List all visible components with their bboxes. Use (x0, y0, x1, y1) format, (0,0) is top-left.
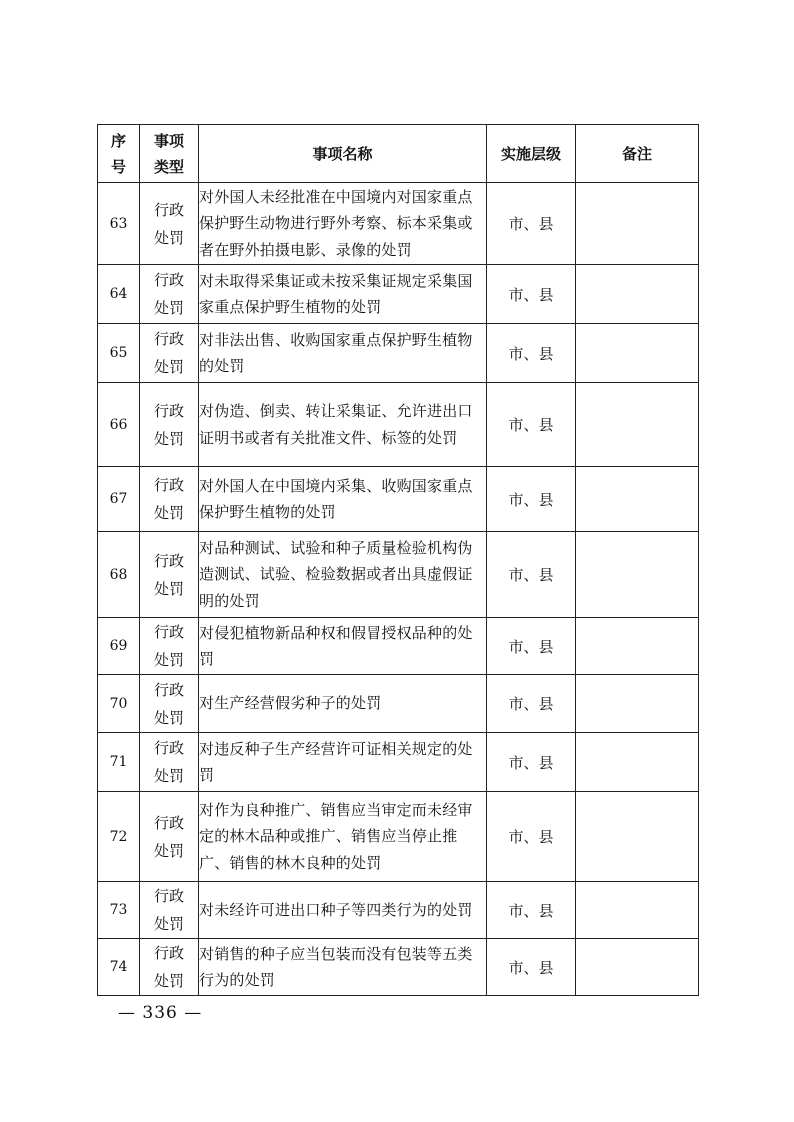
row-type-line2: 处罚 (153, 708, 184, 727)
row-number: 64 (98, 265, 140, 324)
row-type-line1: 行政 (153, 551, 184, 570)
table-row (98, 324, 699, 383)
table-row (98, 467, 699, 532)
row-note (576, 792, 699, 882)
row-type-line1: 行政 (153, 401, 184, 420)
row-item-name: 对非法出售、收购国家重点保护野生植物的处罚 (199, 324, 487, 383)
row-type (140, 882, 199, 939)
header-no (98, 125, 140, 183)
row-note (576, 882, 699, 939)
row-type (140, 733, 199, 792)
row-number: 69 (98, 618, 140, 675)
row-level: 市、县 (487, 383, 576, 467)
row-type-line2: 处罚 (153, 651, 184, 669)
row-type-line1: 行政 (153, 739, 184, 757)
header-name: 事项名称 (199, 125, 487, 183)
row-type (140, 532, 199, 618)
row-number: 72 (98, 792, 140, 882)
row-level: 市、县 (487, 467, 576, 532)
row-level: 市、县 (487, 265, 576, 324)
row-type-line2: 处罚 (153, 579, 184, 598)
row-type-line1: 行政 (153, 623, 184, 641)
table-row (98, 733, 699, 792)
row-level: 市、县 (487, 183, 576, 265)
row-level: 市、县 (487, 618, 576, 675)
row-type-line1: 行政 (153, 330, 184, 348)
table-row (98, 882, 699, 939)
row-type (140, 675, 199, 733)
row-level: 市、县 (487, 792, 576, 882)
header-note: 备注 (576, 125, 699, 183)
row-item-name: 对作为良种推广、销售应当审定而未经审定的林木品种或推广、销售应当停止推广、销售的林木良种的处罚 (199, 792, 487, 882)
row-type-line2: 处罚 (153, 429, 184, 448)
row-number: 71 (98, 733, 140, 792)
row-note (576, 183, 699, 265)
row-item-name: 对销售的种子应当包装而没有包装等五类行为的处罚 (199, 939, 487, 996)
row-note (576, 383, 699, 467)
row-level: 市、县 (487, 532, 576, 618)
table-row (98, 383, 699, 467)
row-level: 市、县 (487, 939, 576, 996)
row-type-line2: 处罚 (153, 504, 184, 522)
row-type-line2: 处罚 (153, 299, 184, 317)
row-number: 67 (98, 467, 140, 532)
page-number: — 336 — (118, 1003, 203, 1023)
row-type-line1: 行政 (153, 680, 184, 699)
row-item-name: 对未经许可进出口种子等四类行为的处罚 (199, 882, 487, 939)
row-type (140, 939, 199, 996)
row-type-line2: 处罚 (153, 915, 184, 933)
header-no-line2: 号 (110, 157, 126, 176)
row-level: 市、县 (487, 324, 576, 383)
row-item-name: 对生产经营假劣种子的处罚 (199, 675, 487, 733)
row-number: 66 (98, 383, 140, 467)
row-type-line2: 处罚 (153, 841, 184, 860)
table-row (98, 532, 699, 618)
row-type (140, 792, 199, 882)
header-type-line1: 事项 (153, 131, 184, 150)
row-note (576, 324, 699, 383)
row-item-name: 对违反种子生产经营许可证相关规定的处罚 (199, 733, 487, 792)
row-item-name: 对外国人在中国境内采集、收购国家重点保护野生植物的处罚 (199, 467, 487, 532)
row-number: 70 (98, 675, 140, 733)
table-row (98, 792, 699, 882)
row-level: 市、县 (487, 675, 576, 733)
row-level: 市、县 (487, 733, 576, 792)
row-type (140, 383, 199, 467)
row-note (576, 532, 699, 618)
row-type (140, 324, 199, 383)
row-type-line1: 行政 (153, 944, 184, 962)
row-type (140, 618, 199, 675)
table-row (98, 618, 699, 675)
row-item-name: 对伪造、倒卖、转让采集证、允许进出口证明书或者有关批准文件、标签的处罚 (199, 383, 487, 467)
row-type-line1: 行政 (153, 813, 184, 832)
row-type-line1: 行政 (153, 200, 184, 219)
row-item-name: 对未取得采集证或未按采集证规定采集国家重点保护野生植物的处罚 (199, 265, 487, 324)
row-note (576, 265, 699, 324)
row-item-name: 对侵犯植物新品种权和假冒授权品种的处罚 (199, 618, 487, 675)
row-type (140, 265, 199, 324)
row-note (576, 733, 699, 792)
table-row (98, 939, 699, 996)
row-number: 65 (98, 324, 140, 383)
row-type-line2: 处罚 (153, 228, 184, 247)
table-row (98, 265, 699, 324)
row-type-line1: 行政 (153, 271, 184, 289)
row-note (576, 618, 699, 675)
table-row (98, 183, 699, 265)
header-type-line2: 类型 (153, 157, 184, 176)
row-note (576, 467, 699, 532)
row-number: 74 (98, 939, 140, 996)
row-item-name: 对品种测试、试验和种子质量检验机构伪造测试、试验、检验数据或者出具虚假证明的处罚 (199, 532, 487, 618)
table-row (98, 675, 699, 733)
row-type-line2: 处罚 (153, 358, 184, 376)
row-type-line2: 处罚 (153, 767, 184, 785)
header-level: 实施层级 (487, 125, 576, 183)
row-level: 市、县 (487, 882, 576, 939)
row-type (140, 183, 199, 265)
row-type-line1: 行政 (153, 476, 184, 494)
row-note (576, 675, 699, 733)
table-header-row (98, 125, 699, 183)
row-type-line1: 行政 (153, 887, 184, 905)
header-type (140, 125, 199, 183)
row-type-line2: 处罚 (153, 972, 184, 990)
items-table (97, 124, 699, 996)
row-number: 68 (98, 532, 140, 618)
row-number: 63 (98, 183, 140, 265)
row-number: 73 (98, 882, 140, 939)
row-note (576, 939, 699, 996)
header-no-line1: 序 (110, 131, 126, 150)
row-type (140, 467, 199, 532)
row-item-name: 对外国人未经批准在中国境内对国家重点保护野生动物进行野外考察、标本采集或者在野外拍摄电影、录像的处罚 (199, 183, 487, 265)
